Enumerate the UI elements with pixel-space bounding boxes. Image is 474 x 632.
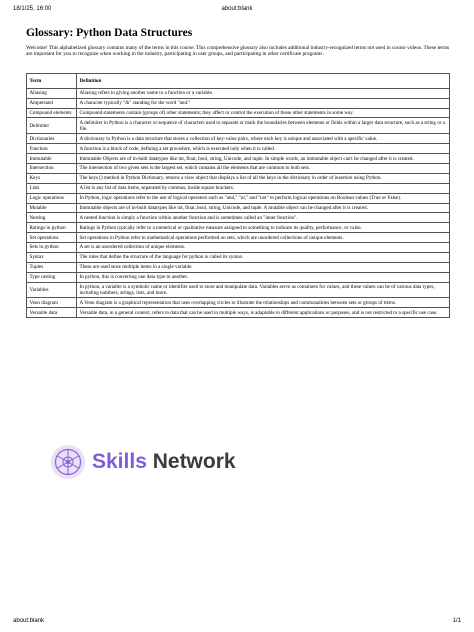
- definition-cell: Immutable Objects are of in-built datatypes like int, float, bool, string, Unicode, and tuple. In simple words, an immutable object can't be changed after it is created.: [77, 154, 450, 164]
- logo-word-network: Network: [152, 450, 236, 473]
- term-cell: Delimiter: [27, 118, 77, 134]
- table-row: [27, 298, 450, 308]
- term-cell: Keys: [27, 173, 77, 183]
- table-row: [27, 252, 450, 262]
- term-cell: Versatile data: [27, 308, 77, 318]
- column-header-definition: Definition: [77, 74, 450, 89]
- definition-cell: Aliasing refers to giving another name to a function or a variable.: [77, 88, 450, 98]
- term-cell: Aliasing: [27, 88, 77, 98]
- term-cell: Ampersand: [27, 98, 77, 108]
- term-cell: Sets in python: [27, 243, 77, 253]
- term-cell: Set operations: [27, 233, 77, 243]
- definition-cell: Immutable objects are of in-built datatypes like int, float, bool, string, Unicode, and tuple. A mutable object can be changed after it is created.: [77, 203, 450, 213]
- footer-url: about:blank: [13, 618, 45, 624]
- table-row: [27, 243, 450, 253]
- intro-paragraph: Welcome! This alphabetized glossary contains many of the terms in this course. This comprehensive glossary also includes additional industry-recognized terms not used in course videos. These terms are important for you to recognize when working in the industry, participating in user groups, and participating in other certificate programs.: [26, 45, 450, 58]
- table-row: [27, 98, 450, 108]
- term-cell: Immutable: [27, 154, 77, 164]
- skills-network-logo-icon: [50, 444, 86, 480]
- term-cell: Lists: [27, 183, 77, 193]
- definition-cell: In python, a variable is a symbolic name or identifier used to store and manipulate data. Variables serve as containers for values, and these values can be of various data types, including numbers, strings, lists, and more.: [77, 282, 450, 298]
- definition-cell: Ratings in Python typically refer to a numerical or qualitative measure assigned to something to indicate its quality, performance, or value.: [77, 223, 450, 233]
- page-number: 1/1: [452, 618, 461, 624]
- table-row: [27, 262, 450, 272]
- definition-cell: Set operations in Python refer to mathematical operations performed on sets, which are unordered collections of unique elements.: [77, 233, 450, 243]
- term-cell: Function: [27, 144, 77, 154]
- table-row: [27, 233, 450, 243]
- table-row: [27, 173, 450, 183]
- definition-cell: The keys () method in Python Dictionary, returns a view object that displays a list of all the keys in the dictionary in order of insertion using Python.: [77, 173, 450, 183]
- term-cell: Logic operations: [27, 193, 77, 203]
- table-row: [27, 308, 450, 318]
- table-row: [27, 154, 450, 164]
- definition-cell: These are used store multiple items in a single variable.: [77, 262, 450, 272]
- table-row: [27, 282, 450, 298]
- term-cell: Nesting: [27, 213, 77, 223]
- term-cell: Variables: [27, 282, 77, 298]
- definition-cell: In python, this is converting one data type to another.: [77, 272, 450, 282]
- definition-cell: Versatile data, in a general context, refers to data that can be used in multiple ways, is adaptable to different applications or purposes, and is not restricted to a specific use case.: [77, 308, 450, 318]
- definition-cell: A list is any list of data items, separated by commas, inside square brackets.: [77, 183, 450, 193]
- definition-cell: A set is an unordered collection of unique elements.: [77, 243, 450, 253]
- print-timestamp: 18/1/25, 16:00: [13, 6, 52, 12]
- table-row: [27, 118, 450, 134]
- term-cell: Intersection: [27, 164, 77, 174]
- definition-cell: Compound statements contain (groups of) other statements; they affect or control the execution of those other statements in some way.: [77, 108, 450, 118]
- table-row: [27, 164, 450, 174]
- definition-cell: A nested function is simply a function within another function and is sometimes called an "inner function".: [77, 213, 450, 223]
- definition-cell: A character typically "&" standing for the word "and.": [77, 98, 450, 108]
- logo-word-skills: Skills: [92, 450, 147, 473]
- column-header-term: Term: [27, 74, 77, 89]
- table-row: [27, 88, 450, 98]
- page-title: Glossary: Python Data Structures: [26, 27, 193, 39]
- table-row: [27, 108, 450, 118]
- skills-network-logo: [50, 444, 250, 480]
- definition-cell: A delimiter in Python is a character or sequence of characters used to separate or mark the boundaries between elements or fields within a larger data structure, such as a string or a file.: [77, 118, 450, 134]
- table-row: [27, 193, 450, 203]
- table-row: [27, 134, 450, 144]
- definition-cell: The rules that define the structure of the language for python is called its syntax.: [77, 252, 450, 262]
- browser-print-footer: [13, 616, 461, 626]
- term-cell: Compound elements: [27, 108, 77, 118]
- table-row: [27, 203, 450, 213]
- term-cell: Syntax: [27, 252, 77, 262]
- table-row: [27, 144, 450, 154]
- table-row: [27, 223, 450, 233]
- table-header-row: [27, 74, 450, 89]
- term-cell: Mutable: [27, 203, 77, 213]
- logo-wordmark: [92, 448, 236, 476]
- definition-cell: In Python, logic operations refer to the use of logical operators such as "and," "or," and "not" to perform logical operations on Boolean values (True or False).: [77, 193, 450, 203]
- glossary-table: [26, 73, 450, 318]
- term-cell: Venn diagram: [27, 298, 77, 308]
- definition-cell: A function is a block of code, defining a set procedure, which is executed only when it is called.: [77, 144, 450, 154]
- table-row: [27, 183, 450, 193]
- browser-print-header: [13, 4, 461, 14]
- table-row: [27, 272, 450, 282]
- table-row: [27, 213, 450, 223]
- print-url: about:blank: [221, 6, 253, 12]
- term-cell: Tuples: [27, 262, 77, 272]
- term-cell: Type casting: [27, 272, 77, 282]
- definition-cell: A dictionary in Python is a data structure that stores a collection of key-value pairs, where each key is unique and associated with a specific value.: [77, 134, 450, 144]
- term-cell: Ratings in python: [27, 223, 77, 233]
- definition-cell: A Venn diagram is a graphical representation that uses overlapping circles to illustrate the relationships and commonalities between sets or groups of items.: [77, 298, 450, 308]
- definition-cell: The intersection of two given sets is the largest set, which contains all the elements that are common to both sets.: [77, 164, 450, 174]
- term-cell: Dictionaries: [27, 134, 77, 144]
